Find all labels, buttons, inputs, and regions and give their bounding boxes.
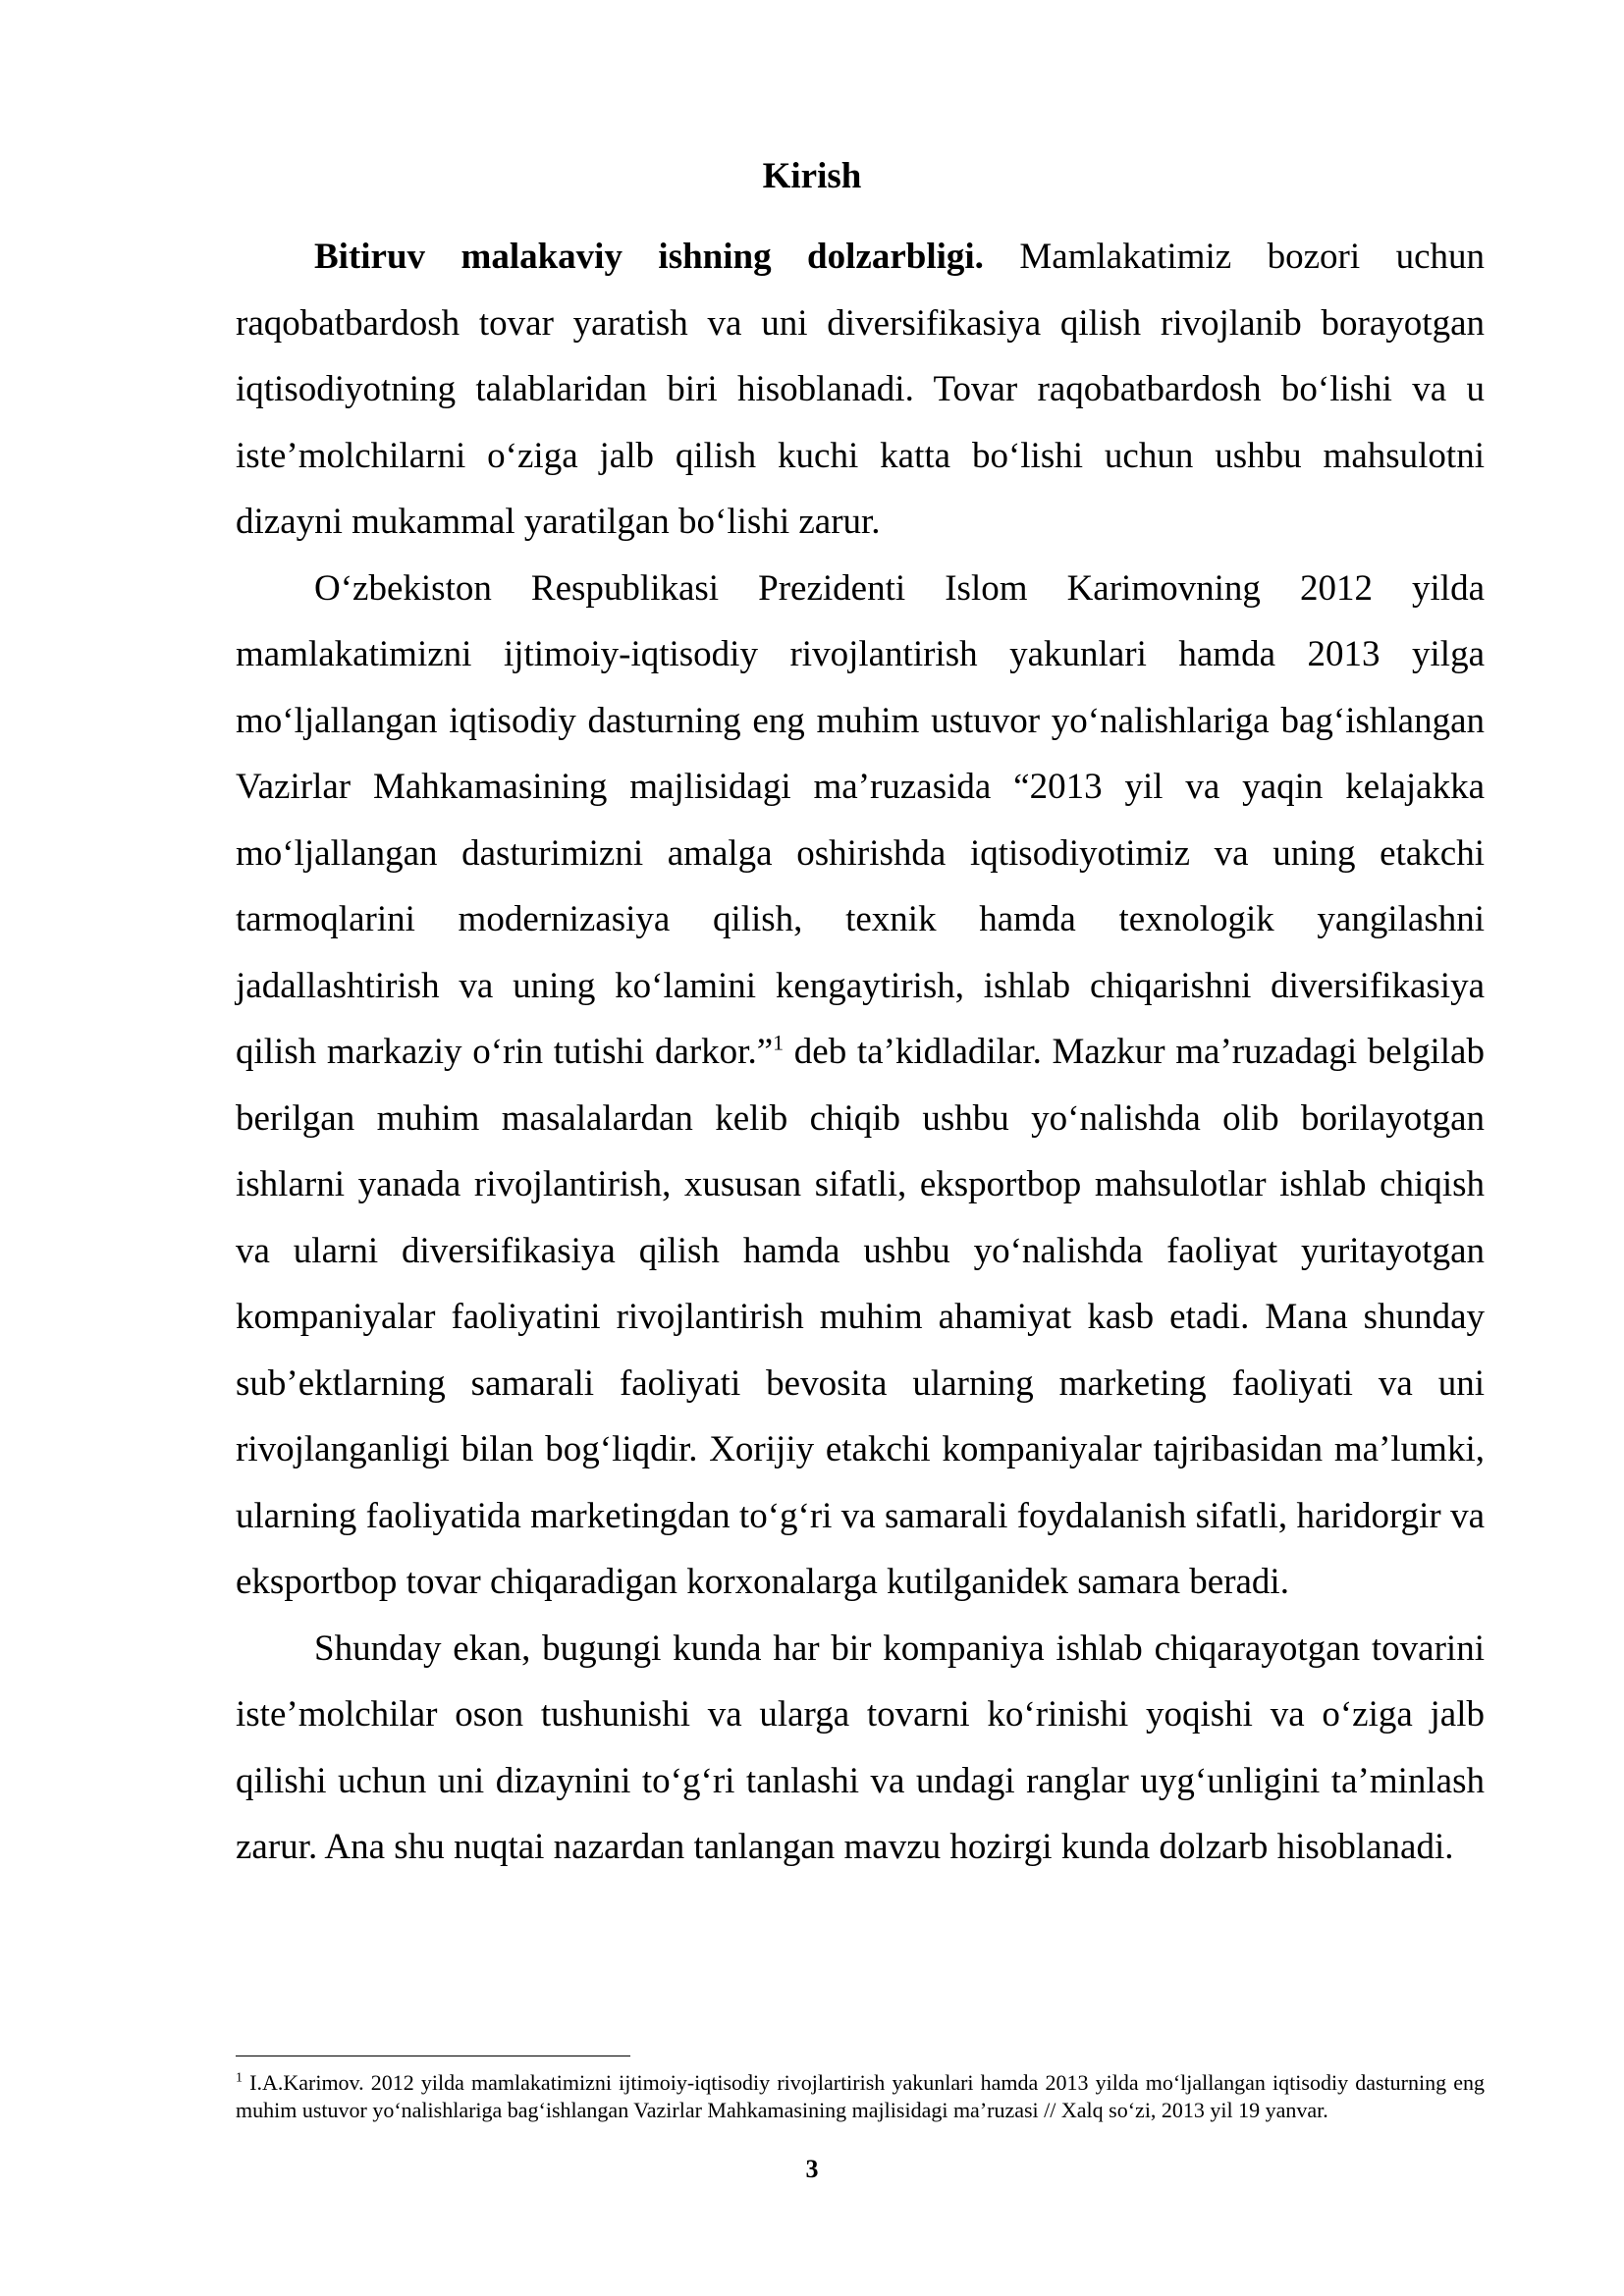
paragraph-2 <box>236 556 1485 1616</box>
footnote <box>236 2069 1485 2124</box>
paragraph-2-text-start: O‘zbekiston Respublikasi Prezidenti Islom Karimovning 2012 yilda mamlakatimizni ijtimoiy-iqtisodiy rivojlantirish yakunlari hamda 2013 yilga mo‘ljallangan iqtisodiy dasturning eng muhim ustuvor yo‘nalishlariga bag‘ishlangan Vazirlar Mahkamasining majlisidagi ma’ruzasida “2013 yil va yaqin kelajakka mo‘ljallangan dasturimizni amalga oshirishda iqtisodiyotimiz va uning etakchi tarmoqlarini modernizasiya qilish, texnik hamda texnologik yangilashni jadallashtirish va uning ko‘lamini kengaytirish, ishlab chiqarishni diversifikasiya qilish markaziy o‘rin tutishi darkor.” <box>236 567 1485 1072</box>
body-text <box>236 224 1485 1881</box>
paragraph-2-text-end: deb ta’kidladilar. Mazkur ma’ruzadagi belgilab berilgan muhim masalalardan kelib chiqib ushbu yo‘nalishda olib borilayotgan ishlarni yanada rivojlantirish, xususan sifatli, eksportbop mahsulotlar ishlab chiqish va ularni diversifikasiya qilish hamda ushbu yo‘nalishda faoliyat yuritayotgan kompaniyalar faoliyatini rivojlantirish muhim ahamiyat kasb etadi. Mana shunday sub’ektlarning samarali faoliyati bevosita ularning marketing faoliyati va uni rivojlanganligi bilan bog‘liqdir. Xorijiy etakchi kompaniyalar tajribasidan ma’lumki, ularning faoliyatida marketingdan to‘g‘ri va samarali foydalanish sifatli, haridorgir va eksportbop tovar chiqaradigan korxonalarga kutilganidek samara beradi. <box>236 1032 1485 1602</box>
lead-heading: Bitiruv malakaviy ishning dolzarbligi. <box>314 237 984 277</box>
page-title: Kirish <box>762 156 862 196</box>
paragraph-3: Shunday ekan, bugungi kunda har bir kompaniya ishlab chiqarayotgan tovarini iste’molchilar oson tushunishi va ularga tovarni ko‘rinishi yoqishi va o‘ziga jalb qilishi uchun uni dizaynini to‘g‘ri tanlashi va undagi ranglar uyg‘unligini ta’minlash zarur. Ana shu nuqtai nazardan tanlangan mavzu hozirgi kunda dolzarb hisoblanadi. <box>236 1628 1485 1867</box>
paragraph-1-text: Mamlakatimiz bozori uchun raqobatbardosh tovar yaratish va uni diversifikasiya qilish rivojlanib borayotgan iqtisodiyotning talablaridan biri hisoblanadi. Tovar raqobatbardosh bo‘lishi va u iste’molchilarni o‘ziga jalb qilish kuchi katta bo‘lishi uchun ushbu mahsulotni dizayni mukammal yaratilgan bo‘lishi zarur. <box>236 237 1485 542</box>
paragraph-1 <box>236 224 1485 556</box>
footnote-marker: 1 <box>236 2070 243 2086</box>
footnote-reference[interactable]: 1 <box>773 1030 785 1055</box>
page-number: 3 <box>805 2155 819 2183</box>
footnote-text: I.A.Karimov. 2012 yilda mamlakatimizni ijtimoiy-iqtisodiy rivojlartirish yakunlari hamda 2013 yilda mo‘ljallangan iqtisodiy dasturning eng muhim ustuvor yo‘nalishlariga bag‘ishlangan Vazirlar Mahkamasining majlisidagi ma’ruzasi // Xalq so‘zi, 2013 yil 19 yanvar. <box>236 2070 1485 2122</box>
